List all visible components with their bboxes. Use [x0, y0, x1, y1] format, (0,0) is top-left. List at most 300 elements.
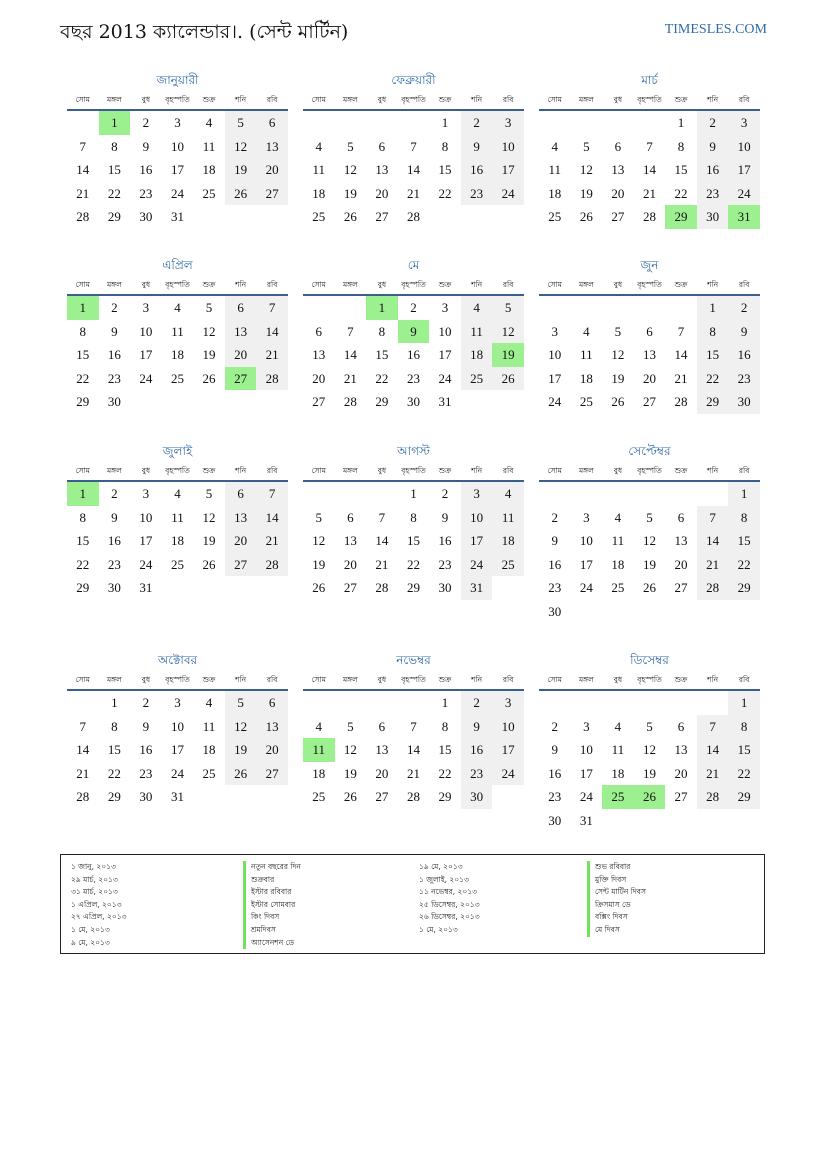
day-cell[interactable]: 1: [441, 695, 449, 710]
day-cell[interactable]: 4: [614, 509, 622, 525]
day-cell[interactable]: 27: [225, 367, 257, 391]
day-cell[interactable]: 12: [202, 323, 216, 339]
day-cell[interactable]: 21: [343, 370, 357, 386]
day-cell[interactable]: 10: [139, 509, 153, 525]
day-cell[interactable]: 3: [492, 691, 524, 715]
day-cell[interactable]: 21: [674, 370, 688, 386]
day-cell[interactable]: 28: [642, 209, 656, 224]
day-cell[interactable]: 8: [378, 323, 386, 339]
day-cell[interactable]: 17: [170, 742, 184, 757]
day-cell[interactable]: 11: [171, 509, 184, 525]
day-cell[interactable]: 11: [611, 533, 625, 548]
day-cell[interactable]: 8: [728, 715, 760, 739]
day-cell[interactable]: 25: [170, 370, 184, 386]
day-cell[interactable]: 9: [697, 135, 729, 159]
day-cell[interactable]: 25: [611, 580, 625, 595]
day-cell[interactable]: 27: [343, 580, 357, 595]
day-cell[interactable]: 5: [583, 138, 590, 154]
day-cell[interactable]: 15: [107, 742, 121, 757]
day-cell[interactable]: 7: [79, 718, 87, 734]
day-cell[interactable]: 2: [728, 296, 760, 320]
day-cell[interactable]: 15: [674, 162, 688, 177]
day-cell[interactable]: 6: [378, 718, 386, 734]
day-cell[interactable]: 22: [107, 765, 121, 781]
day-cell[interactable]: 28: [674, 394, 688, 409]
day-cell[interactable]: 25: [461, 367, 493, 391]
day-cell[interactable]: 25: [202, 185, 216, 201]
day-cell[interactable]: 8: [697, 320, 729, 344]
day-cell[interactable]: 20: [225, 529, 257, 553]
day-cell[interactable]: 14: [697, 738, 729, 762]
day-cell[interactable]: 26: [492, 367, 524, 391]
day-cell[interactable]: 21: [375, 556, 389, 572]
day-cell[interactable]: 28: [375, 580, 389, 595]
day-cell[interactable]: 13: [225, 506, 257, 530]
day-cell[interactable]: 30: [107, 394, 121, 409]
day-cell[interactable]: 9: [142, 718, 150, 734]
day-cell[interactable]: 13: [674, 533, 688, 548]
day-cell[interactable]: 12: [202, 509, 216, 525]
day-cell[interactable]: 23: [107, 370, 121, 386]
day-cell[interactable]: 14: [375, 533, 389, 548]
day-cell[interactable]: 7: [646, 138, 653, 154]
day-cell[interactable]: 19: [492, 343, 524, 367]
day-cell[interactable]: 30: [406, 394, 420, 409]
day-cell[interactable]: 8: [441, 138, 449, 154]
day-cell[interactable]: 28: [697, 576, 729, 600]
day-cell[interactable]: 8: [677, 138, 685, 154]
day-cell[interactable]: 24: [579, 789, 593, 804]
day-cell[interactable]: 29: [107, 789, 121, 804]
day-cell[interactable]: 7: [677, 323, 685, 339]
day-cell[interactable]: 4: [614, 718, 622, 734]
day-cell[interactable]: 29: [728, 785, 760, 809]
day-cell[interactable]: 13: [674, 742, 688, 757]
day-cell[interactable]: 23: [728, 367, 760, 391]
day-cell[interactable]: 11: [171, 323, 184, 339]
day-cell[interactable]: 13: [225, 320, 257, 344]
day-cell[interactable]: 20: [256, 738, 288, 762]
day-cell[interactable]: 21: [697, 553, 729, 577]
day-cell[interactable]: 5: [205, 486, 213, 501]
day-cell[interactable]: 12: [642, 742, 656, 757]
day-cell[interactable]: 24: [492, 762, 524, 786]
day-cell[interactable]: 18: [312, 765, 326, 781]
day-cell[interactable]: 24: [139, 370, 153, 386]
day-cell[interactable]: 2: [551, 718, 559, 734]
day-cell[interactable]: 15: [76, 533, 90, 548]
day-cell[interactable]: 18: [202, 162, 216, 177]
day-cell[interactable]: 24: [548, 394, 562, 409]
day-cell[interactable]: 20: [375, 765, 389, 781]
day-cell[interactable]: 26: [642, 580, 656, 595]
day-cell[interactable]: 26: [579, 209, 593, 224]
day-cell[interactable]: 6: [347, 509, 354, 525]
day-cell[interactable]: 6: [225, 482, 257, 506]
day-cell[interactable]: 28: [697, 785, 729, 809]
day-cell[interactable]: 22: [375, 370, 389, 386]
day-cell[interactable]: 1: [697, 296, 729, 320]
day-cell[interactable]: 19: [642, 765, 656, 781]
day-cell[interactable]: 6: [225, 296, 257, 320]
day-cell[interactable]: 18: [492, 529, 524, 553]
day-cell[interactable]: 4: [315, 718, 323, 734]
day-cell[interactable]: 3: [174, 115, 181, 130]
day-cell[interactable]: 24: [492, 182, 524, 206]
day-cell[interactable]: 23: [139, 765, 153, 781]
day-cell[interactable]: 21: [76, 185, 90, 201]
day-cell[interactable]: 9: [441, 509, 449, 525]
day-cell[interactable]: 22: [438, 185, 452, 201]
day-cell[interactable]: 11: [461, 320, 493, 344]
day-cell[interactable]: 25: [312, 209, 326, 224]
day-cell[interactable]: 17: [139, 347, 153, 362]
day-cell[interactable]: 24: [170, 185, 184, 201]
day-cell[interactable]: 1: [728, 482, 760, 506]
day-cell[interactable]: 25: [579, 394, 593, 409]
day-cell[interactable]: 7: [697, 506, 729, 530]
day-cell[interactable]: 16: [728, 343, 760, 367]
day-cell[interactable]: 11: [303, 738, 335, 762]
day-cell[interactable]: 11: [312, 162, 326, 177]
day-cell[interactable]: 10: [579, 742, 593, 757]
day-cell[interactable]: 21: [76, 765, 90, 781]
day-cell[interactable]: 3: [551, 323, 559, 339]
day-cell[interactable]: 26: [202, 370, 216, 386]
day-cell[interactable]: 18: [461, 343, 493, 367]
day-cell[interactable]: 18: [202, 742, 216, 757]
day-cell[interactable]: 7: [378, 509, 386, 525]
day-cell[interactable]: 17: [728, 158, 760, 182]
day-cell[interactable]: 18: [312, 185, 326, 201]
day-cell[interactable]: 24: [438, 370, 452, 386]
day-cell[interactable]: 28: [256, 553, 288, 577]
day-cell[interactable]: 12: [642, 533, 656, 548]
day-cell[interactable]: 19: [579, 185, 593, 201]
day-cell[interactable]: 27: [375, 209, 389, 224]
day-cell[interactable]: 30: [697, 205, 729, 229]
day-cell[interactable]: 14: [256, 320, 288, 344]
day-cell[interactable]: 6: [256, 691, 288, 715]
day-cell[interactable]: 5: [225, 691, 257, 715]
day-cell[interactable]: 20: [674, 556, 688, 572]
day-cell[interactable]: 3: [492, 111, 524, 135]
day-cell[interactable]: 17: [579, 556, 593, 572]
day-cell[interactable]: 23: [461, 182, 493, 206]
day-cell[interactable]: 5: [646, 509, 653, 525]
day-cell[interactable]: 17: [492, 158, 524, 182]
day-cell[interactable]: 27: [225, 553, 257, 577]
day-cell[interactable]: 15: [438, 742, 452, 757]
day-cell[interactable]: 19: [343, 185, 357, 201]
day-cell[interactable]: 12: [343, 162, 357, 177]
day-cell[interactable]: 12: [312, 533, 326, 548]
day-cell[interactable]: 22: [76, 556, 90, 572]
day-cell[interactable]: 23: [548, 580, 562, 595]
day-cell[interactable]: 18: [170, 533, 184, 548]
day-cell[interactable]: 10: [728, 135, 760, 159]
day-cell[interactable]: 14: [76, 742, 90, 757]
day-cell[interactable]: 7: [79, 138, 87, 154]
day-cell[interactable]: 22: [728, 762, 760, 786]
day-cell[interactable]: 14: [406, 162, 420, 177]
day-cell[interactable]: 31: [139, 580, 153, 595]
day-cell[interactable]: 6: [378, 138, 386, 154]
day-cell[interactable]: 9: [551, 533, 559, 548]
day-cell[interactable]: 2: [111, 486, 118, 501]
day-cell[interactable]: 29: [665, 205, 697, 229]
day-cell[interactable]: 7: [410, 718, 417, 734]
day-cell[interactable]: 21: [256, 343, 288, 367]
day-cell[interactable]: 25: [492, 553, 524, 577]
day-cell[interactable]: 19: [611, 370, 625, 386]
day-cell[interactable]: 31: [461, 576, 493, 600]
day-cell[interactable]: 23: [548, 789, 562, 804]
day-cell[interactable]: 18: [611, 556, 625, 572]
day-cell[interactable]: 28: [76, 789, 90, 804]
day-cell[interactable]: 9: [142, 138, 150, 154]
day-cell[interactable]: 29: [76, 580, 90, 595]
day-cell[interactable]: 29: [375, 394, 389, 409]
day-cell[interactable]: 3: [583, 718, 590, 734]
day-cell[interactable]: 9: [111, 509, 118, 525]
day-cell[interactable]: 5: [614, 323, 622, 339]
day-cell[interactable]: 15: [107, 162, 121, 177]
day-cell[interactable]: 31: [579, 812, 593, 828]
day-cell[interactable]: 12: [225, 135, 257, 159]
day-cell[interactable]: 26: [202, 556, 216, 572]
day-cell[interactable]: 25: [312, 789, 326, 804]
day-cell[interactable]: 20: [343, 556, 357, 572]
day-cell[interactable]: 19: [312, 556, 326, 572]
day-cell[interactable]: 4: [174, 300, 181, 315]
day-cell[interactable]: 1: [677, 115, 685, 130]
day-cell[interactable]: 7: [256, 482, 288, 506]
day-cell[interactable]: 4: [492, 482, 524, 506]
day-cell[interactable]: 27: [256, 182, 288, 206]
day-cell[interactable]: 30: [139, 209, 153, 224]
day-cell[interactable]: 13: [343, 533, 357, 548]
day-cell[interactable]: 20: [611, 185, 625, 201]
day-cell[interactable]: 15: [728, 529, 760, 553]
day-cell[interactable]: 16: [107, 533, 121, 548]
day-cell[interactable]: 22: [674, 185, 688, 201]
day-cell[interactable]: 3: [728, 111, 760, 135]
day-cell[interactable]: 11: [202, 718, 216, 734]
day-cell[interactable]: 14: [674, 347, 688, 362]
day-cell[interactable]: 23: [438, 556, 452, 572]
day-cell[interactable]: 3: [461, 482, 493, 506]
day-cell[interactable]: 22: [406, 556, 420, 572]
day-cell[interactable]: 20: [312, 370, 326, 386]
day-cell[interactable]: 19: [642, 556, 656, 572]
day-cell[interactable]: 6: [256, 111, 288, 135]
day-cell[interactable]: 21: [406, 185, 420, 201]
day-cell[interactable]: 1: [441, 115, 449, 130]
day-cell[interactable]: 16: [548, 556, 562, 572]
day-cell[interactable]: 1: [99, 111, 131, 135]
day-cell[interactable]: 24: [170, 765, 184, 781]
day-cell[interactable]: 16: [461, 158, 493, 182]
day-cell[interactable]: 27: [611, 209, 625, 224]
day-cell[interactable]: 15: [76, 347, 90, 362]
day-cell[interactable]: 4: [205, 695, 213, 710]
day-cell[interactable]: 16: [438, 533, 452, 548]
day-cell[interactable]: 25: [202, 765, 216, 781]
day-cell[interactable]: 1: [111, 695, 118, 710]
day-cell[interactable]: 29: [76, 394, 90, 409]
day-cell[interactable]: 14: [406, 742, 420, 757]
day-cell[interactable]: 14: [343, 347, 357, 362]
day-cell[interactable]: 15: [697, 343, 729, 367]
day-cell[interactable]: 4: [174, 486, 181, 501]
day-cell[interactable]: 3: [441, 300, 449, 315]
day-cell[interactable]: 10: [492, 135, 524, 159]
day-cell[interactable]: 2: [461, 111, 493, 135]
day-cell[interactable]: 4: [461, 296, 493, 320]
day-cell[interactable]: 2: [142, 695, 150, 710]
day-cell[interactable]: 28: [343, 394, 357, 409]
day-cell[interactable]: 19: [225, 738, 257, 762]
day-cell[interactable]: 26: [343, 789, 357, 804]
day-cell[interactable]: 7: [697, 715, 729, 739]
day-cell[interactable]: 11: [580, 347, 593, 362]
day-cell[interactable]: 5: [347, 138, 354, 154]
day-cell[interactable]: 25: [548, 209, 562, 224]
day-cell[interactable]: 8: [79, 323, 87, 339]
day-cell[interactable]: 13: [375, 162, 389, 177]
day-cell[interactable]: 5: [347, 718, 354, 734]
day-cell[interactable]: 1: [728, 691, 760, 715]
day-cell[interactable]: 16: [139, 162, 153, 177]
day-cell[interactable]: 4: [551, 138, 559, 154]
day-cell[interactable]: 5: [315, 509, 323, 525]
day-cell[interactable]: 15: [438, 162, 452, 177]
day-cell[interactable]: 10: [492, 715, 524, 739]
day-cell[interactable]: 17: [492, 738, 524, 762]
day-cell[interactable]: 30: [548, 603, 562, 619]
day-cell[interactable]: 25: [170, 556, 184, 572]
day-cell[interactable]: 8: [410, 509, 417, 525]
site-link[interactable]: TIMESLES.COM: [664, 22, 767, 37]
day-cell[interactable]: 24: [579, 580, 593, 595]
day-cell[interactable]: 27: [256, 762, 288, 786]
day-cell[interactable]: 23: [461, 762, 493, 786]
day-cell[interactable]: 31: [438, 394, 452, 409]
day-cell[interactable]: 5: [225, 111, 257, 135]
day-cell[interactable]: 22: [76, 370, 90, 386]
day-cell[interactable]: 6: [677, 718, 685, 734]
day-cell[interactable]: 8: [728, 506, 760, 530]
day-cell[interactable]: 13: [375, 742, 389, 757]
day-cell[interactable]: 29: [107, 209, 121, 224]
day-cell[interactable]: 19: [202, 347, 216, 362]
day-cell[interactable]: 30: [438, 580, 452, 595]
day-cell[interactable]: 12: [225, 715, 257, 739]
day-cell[interactable]: 1: [366, 296, 398, 320]
day-cell[interactable]: 3: [142, 300, 150, 315]
day-cell[interactable]: 22: [438, 765, 452, 781]
day-cell[interactable]: 22: [107, 185, 121, 201]
day-cell[interactable]: 11: [492, 506, 524, 530]
day-cell[interactable]: 4: [583, 323, 590, 339]
day-cell[interactable]: 21: [642, 185, 656, 201]
day-cell[interactable]: 2: [410, 300, 417, 315]
day-cell[interactable]: 16: [697, 158, 729, 182]
day-cell[interactable]: 16: [139, 742, 153, 757]
day-cell[interactable]: 14: [76, 162, 90, 177]
day-cell[interactable]: 5: [646, 718, 653, 734]
day-cell[interactable]: 22: [728, 553, 760, 577]
day-cell[interactable]: 30: [728, 390, 760, 414]
day-cell[interactable]: 3: [142, 486, 150, 501]
day-cell[interactable]: 10: [438, 323, 452, 339]
day-cell[interactable]: 3: [583, 509, 590, 525]
day-cell[interactable]: 6: [646, 323, 653, 339]
day-cell[interactable]: 26: [225, 762, 257, 786]
day-cell[interactable]: 26: [225, 182, 257, 206]
day-cell[interactable]: 2: [697, 111, 729, 135]
day-cell[interactable]: 13: [611, 162, 625, 177]
day-cell[interactable]: 26: [312, 580, 326, 595]
day-cell[interactable]: 30: [461, 785, 493, 809]
day-cell[interactable]: 17: [170, 162, 184, 177]
day-cell[interactable]: 18: [548, 185, 562, 201]
day-cell[interactable]: 27: [642, 394, 656, 409]
day-cell[interactable]: 20: [674, 765, 688, 781]
day-cell[interactable]: 20: [225, 343, 257, 367]
day-cell[interactable]: 9: [728, 320, 760, 344]
day-cell[interactable]: 28: [76, 209, 90, 224]
day-cell[interactable]: 20: [375, 185, 389, 201]
day-cell[interactable]: 24: [728, 182, 760, 206]
day-cell[interactable]: 28: [406, 209, 420, 224]
day-cell[interactable]: 2: [551, 509, 559, 525]
day-cell[interactable]: 11: [202, 138, 216, 154]
day-cell[interactable]: 16: [107, 347, 121, 362]
day-cell[interactable]: 9: [461, 135, 493, 159]
day-cell[interactable]: 9: [111, 323, 118, 339]
day-cell[interactable]: 5: [492, 296, 524, 320]
day-cell[interactable]: 9: [461, 715, 493, 739]
day-cell[interactable]: 10: [579, 533, 593, 548]
day-cell[interactable]: 2: [441, 486, 449, 501]
day-cell[interactable]: 1: [67, 296, 99, 320]
day-cell[interactable]: 14: [642, 162, 656, 177]
day-cell[interactable]: 4: [205, 115, 213, 130]
day-cell[interactable]: 9: [398, 320, 430, 344]
day-cell[interactable]: 10: [548, 347, 562, 362]
day-cell[interactable]: 17: [548, 370, 562, 386]
day-cell[interactable]: 27: [375, 789, 389, 804]
day-cell[interactable]: 24: [139, 556, 153, 572]
day-cell[interactable]: 19: [225, 158, 257, 182]
day-cell[interactable]: 12: [343, 742, 357, 757]
day-cell[interactable]: 15: [728, 738, 760, 762]
day-cell[interactable]: 1: [410, 486, 417, 501]
day-cell[interactable]: 2: [461, 691, 493, 715]
day-cell[interactable]: 23: [107, 556, 121, 572]
day-cell[interactable]: 8: [441, 718, 449, 734]
day-cell[interactable]: 23: [697, 182, 729, 206]
day-cell[interactable]: 2: [142, 115, 150, 130]
day-cell[interactable]: 30: [107, 580, 121, 595]
day-cell[interactable]: 2: [111, 300, 118, 315]
day-cell[interactable]: 4: [315, 138, 323, 154]
day-cell[interactable]: 18: [170, 347, 184, 362]
day-cell[interactable]: 13: [312, 347, 326, 362]
day-cell[interactable]: 28: [256, 367, 288, 391]
